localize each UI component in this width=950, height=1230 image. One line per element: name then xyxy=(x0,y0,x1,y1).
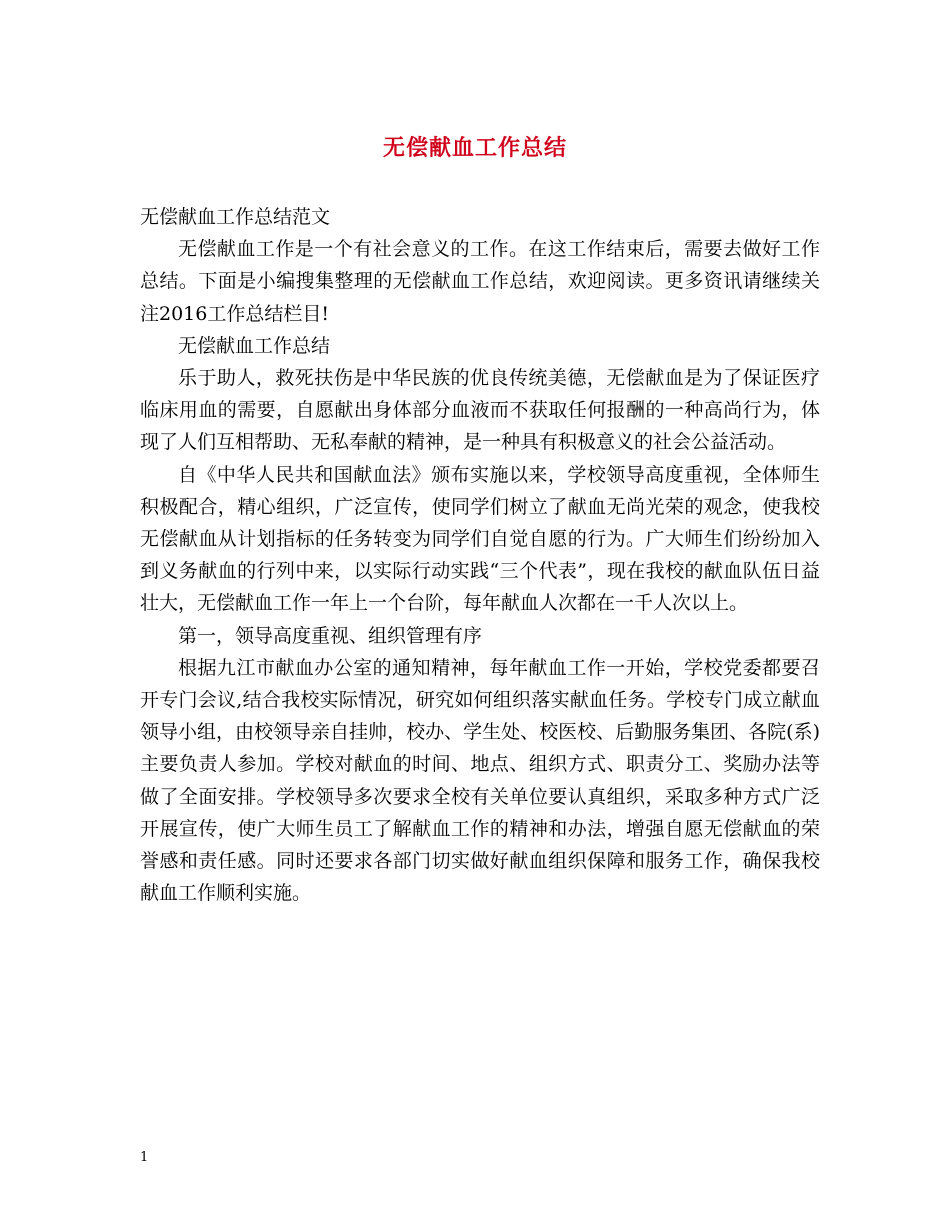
subtitle-paragraph: 无偿献血工作总结范文 xyxy=(140,206,331,228)
document-title: 无偿献血工作总结 xyxy=(382,135,567,161)
body-paragraph: 乐于助人，救死扶伤是中华民族的优良传统美德，无偿献血是为了保证医疗临床用血的需要，自愿献出身体部分血液而不获取任何报酬的一种高尚行为，体现了人们互相帮助、无私奉献的精神，是一种具有积极意义的社会公益活动。 xyxy=(140,367,820,454)
section-heading: 第一，领导高度重视、组织管理有序 xyxy=(178,624,483,647)
page-number: 1 xyxy=(140,1150,149,1165)
intro-paragraph: 无偿献血工作是一个有社会意义的工作。在这工作结束后，需要去做好工作总结。下面是小编搜集整理的无偿献血工作总结，欢迎阅读。更多资讯请继续关注2016工作总结栏目! xyxy=(140,238,820,325)
document-body xyxy=(140,201,820,909)
body-paragraph: 自《中华人民共和国献血法》颁布实施以来，学校领导高度重视，全体师生积极配合，精心组织，广泛宣传，使同学们树立了献血无尚光荣的观念，使我校无偿献血从计划指标的任务转变为同学们自觉自愿的行为。广大师生们纷纷加入到义务献血的行列中来，以实际行动实践“三个代表”，现在我校的献血队伍日益壮大，无偿献血工作一年上一个台阶，每年献血人次都在一千人次以上。 xyxy=(140,463,820,615)
body-paragraph: 根据九江市献血办公室的通知精神，每年献血工作一开始，学校党委都要召开专门会议,结合我校实际情况，研究如何组织落实献血任务。学校专门成立献血领导小组，由校领导亲自挂帅，校办、学生处、校医校、后勤服务集团、各院(系)主要负责人参加。学校对献血的时间、地点、组织方式、职责分工、奖励办法等做了全面安排。学校领导多次要求全校有关单位要认真组织，采取多种方式广泛开展宣传，使广大师生员工了解献血工作的精神和办法，增强自愿无偿献血的荣誉感和责任感。同时还要求各部门切实做好献血组织保障和服务工作，确保我校献血工作顺利实施。 xyxy=(140,656,820,905)
section-heading: 无偿献血工作总结 xyxy=(178,334,331,357)
